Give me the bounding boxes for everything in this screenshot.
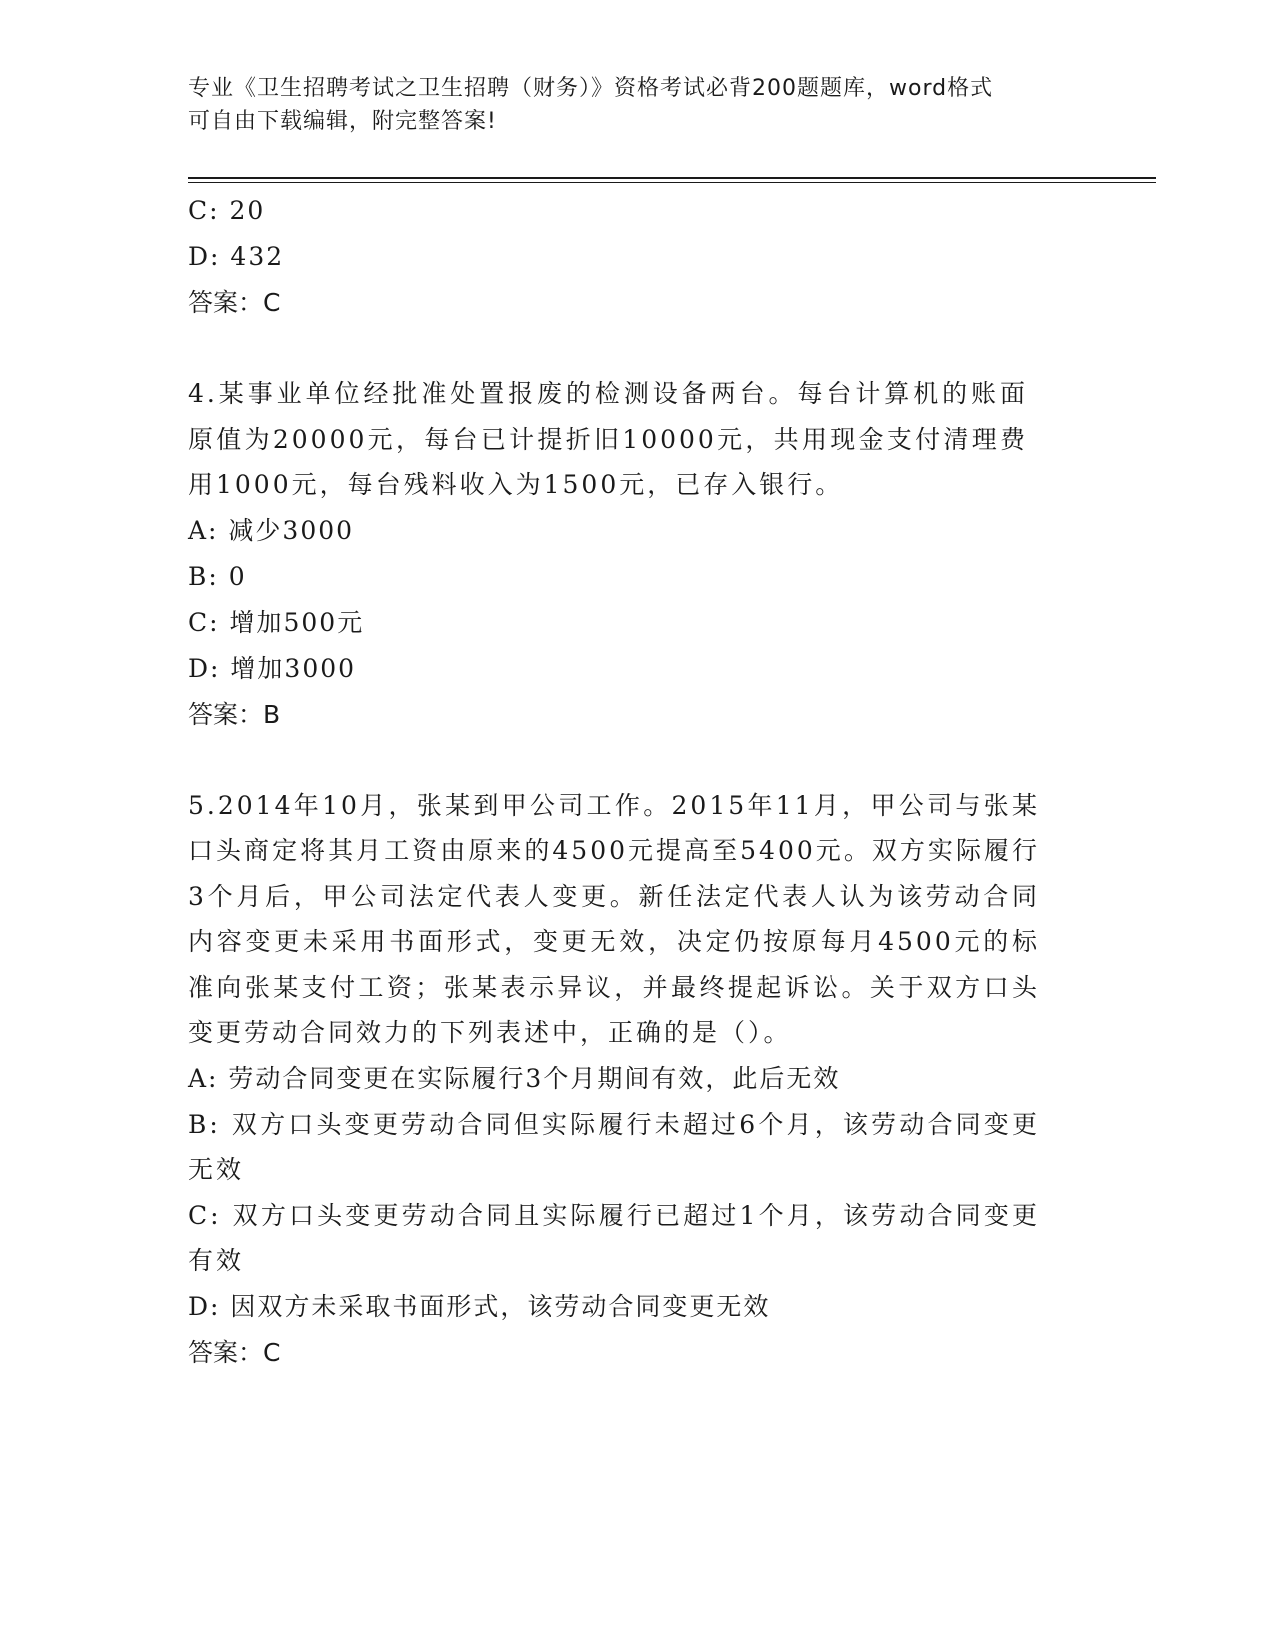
option-b: B: 双方口头变更劳动合同但实际履行未超过6个月，该劳动合同变更无效 (188, 1109, 1040, 1184)
header-divider (188, 177, 1156, 183)
question-5 (188, 783, 1088, 1376)
header-title-line-1: 专业《卫生招聘考试之卫生招聘（财务）》资格考试必背200题题库，word格式 (188, 76, 994, 101)
question-3-tail (188, 188, 1088, 326)
spacer (188, 326, 1088, 371)
option-d: D: 增加3000 (188, 653, 357, 683)
answer-line: 答案：C (188, 288, 281, 317)
option-d: D: 432 (188, 242, 285, 271)
document-body (188, 188, 1088, 1376)
option-c: C: 20 (188, 196, 266, 225)
option-a: A: 减少3000 (188, 515, 355, 545)
answer-line: 答案：C (188, 1337, 281, 1367)
page-header (188, 72, 1088, 138)
question-stem: 5.2014年10月，张某到甲公司工作。2015年11月，甲公司与张某口头商定将其月工资由原来的4500元提高至5400元。双方实际履行3个月后，甲公司法定代表人变更。新任法定代表人认为该劳动合同内容变更未采用书面形式，变更无效，决定仍按原每月4500元的标准向张某支付工资；张某表示异议，并最终提起诉讼。关于双方口头变更劳动合同效力的下列表述中，正确的是（）。 (188, 790, 1040, 1047)
option-d: D: 因双方未采取书面形式，该劳动合同变更无效 (188, 1291, 771, 1321)
option-c: C: 增加500元 (188, 607, 365, 637)
question-stem: 4.某事业单位经批准处置报废的检测设备两台。每台计算机的账面原值为20000元，每台已计提折旧10000元，共用现金支付清理费用1000元，每台残料收入为1500元，已存入银行。 (188, 379, 1028, 499)
question-4 (188, 371, 1088, 738)
option-c: C: 双方口头变更劳动合同且实际履行已超过1个月，该劳动合同变更有效 (188, 1200, 1040, 1275)
option-a: A: 劳动合同变更在实际履行3个月期间有效，此后无效 (188, 1063, 841, 1093)
header-title-line-2: 可自由下载编辑，附完整答案! (188, 109, 497, 134)
option-b: B: 0 (188, 561, 247, 591)
answer-line: 答案：B (188, 699, 281, 729)
spacer (188, 738, 1088, 783)
